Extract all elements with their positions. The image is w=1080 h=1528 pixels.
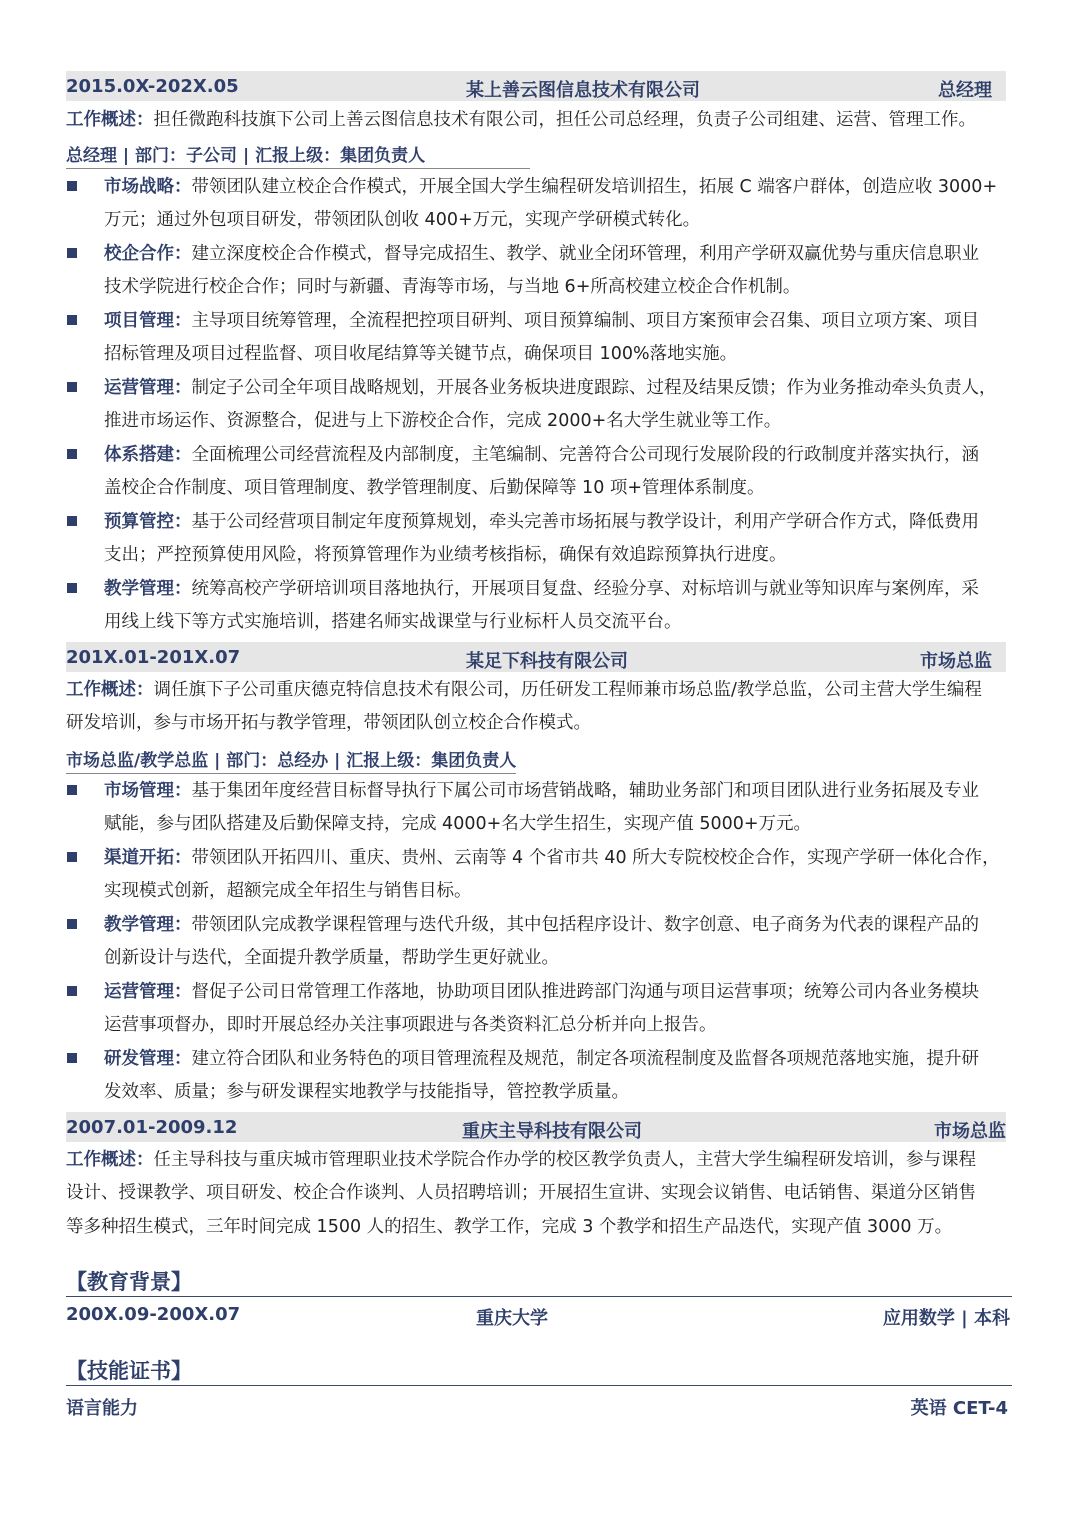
job-company: 某足下科技有限公司 [466,651,628,672]
bullet-text: 建立深度校企合作模式，督导完成招生、教学、就业全闭环管理，利用产学研双赢优势与重庆信息职业 [191,244,979,264]
bullet-line [104,176,997,198]
education-row [66,1304,1010,1330]
bullet-line [104,914,979,936]
job-title: 市场总监 [920,651,992,672]
job-header [66,1112,1006,1142]
skill-value: 英语 CET-4 [910,1398,1008,1419]
job-period: 2015.0X-202X.05 [66,76,239,97]
bullet-text: 万元；通过外包项目研发，带领团队创收 400+万元，实现产学研模式转化。 [104,210,701,230]
bullet-square-icon [67,785,77,795]
bullet-line [104,243,979,265]
bullet-square-icon [67,986,77,996]
job-period: 2007.01-2009.12 [66,1117,238,1138]
bullet-line [104,511,979,533]
bullet-label: 体系搭建： [104,445,192,465]
job-header [66,642,1006,672]
overview-label: 工作概述： [66,680,154,700]
bullet-text: 制定子公司全年项目战略规划，开展各业务板块进度跟踪、过程及结果反馈；作为业务推动牵头负责人， [191,378,997,398]
bullet-text: 赋能，参与团队搭建及后勤保障支持，完成 4000+名大学生招生，实现产值 5000+万元。 [104,814,812,834]
section-heading-skills: 【技能证书】 [66,1359,192,1383]
job-overview [66,109,976,131]
job-overview [66,679,982,701]
bullet-text: 带领团队完成教学课程管理与迭代升级，其中包括程序设计、数字创意、电子商务为代表的课程产品的 [191,915,979,935]
bullet-label: 市场战略： [104,177,192,197]
overview-label: 工作概述： [66,1150,154,1170]
bullet-square-icon [67,315,77,325]
overview-text: 任主导科技与重庆城市管理职业技术学院合作办学的校区教学负责人，主营大学生编程研发培训，参与课程 [153,1150,976,1170]
education-period: 200X.09-200X.07 [66,1304,241,1325]
bullet-text: 支出；严控预算使用风险，将预算管理作为业绩考核指标，确保有效追踪预算执行进度。 [104,545,787,565]
bullet-line [104,1048,979,1070]
bullet-text: 督促子公司日常管理工作落地，协助项目团队推进跨部门沟通与项目运营事项；统筹公司内各业务模块 [191,982,979,1002]
bullet-text: 用线上线下等方式实施培训，搭建名师实战课堂与行业标杆人员交流平台。 [104,612,682,632]
bullet-text: 发效率、质量；参与研发课程实地教学与技能指导，管控教学质量。 [104,1082,629,1102]
bullet-square-icon [67,1053,77,1063]
overview-text: 等多种招生模式，三年时间完成 1500 人的招生、教学工作，完成 3 个教学和招生产品迭代，实现产值 3000 万。 [66,1217,953,1237]
bullet-text: 实现模式创新，超额完成全年招生与销售目标。 [104,881,472,901]
education-major: 应用数学 | 本科 [882,1308,1010,1329]
bullet-text: 带领团队开拓四川、重庆、贵州、云南等 4 个省市共 40 所大专院校校企合作，实现产学研一体化合作， [191,848,1000,868]
bullet-text: 主导项目统筹管理，全流程把控项目研判、项目预算编制、项目方案预审会召集、项目立项方案、项目 [191,311,979,331]
bullet-label: 项目管理： [104,311,192,331]
job-role-line: 市场总监/教学总监 | 部门：总经办 | 汇报上级：集团负责人 [66,746,516,774]
bullet-label: 教学管理： [104,915,192,935]
bullet-line [104,847,1000,869]
bullet-square-icon [67,181,77,191]
bullet-text: 全面梳理公司经营流程及内部制度，主笔编制、完善符合公司现行发展阶段的行政制度并落实执行，涵 [191,445,979,465]
overview-text: 调任旗下子公司重庆德克特信息技术有限公司，历任研发工程师兼市场总监/教学总监，公司主营大学生编程 [153,680,982,700]
bullet-square-icon [67,583,77,593]
job-title: 市场总监 [934,1121,1006,1142]
job-title: 总经理 [938,80,992,101]
bullet-square-icon [67,919,77,929]
skill-row [66,1394,1010,1420]
bullet-label: 教学管理： [104,579,192,599]
bullet-label: 渠道开拓： [104,848,192,868]
bullet-label: 运营管理： [104,378,192,398]
bullet-label: 校企合作： [104,244,192,264]
bullet-text: 建立符合团队和业务特色的项目管理流程及规范，制定各项流程制度及监督各项规范落地实施，提升研 [191,1049,979,1069]
overview-label: 工作概述： [66,110,154,130]
bullet-square-icon [67,852,77,862]
education-school: 重庆大学 [476,1308,548,1329]
bullet-label: 预算管控： [104,512,192,532]
bullet-text: 技术学院进行校企合作；同时与新疆、青海等市场，与当地 6+所高校建立校企合作机制。 [104,277,801,297]
bullet-line [104,780,979,802]
bullet-square-icon [67,516,77,526]
job-period: 201X.01-201X.07 [66,647,241,668]
bullet-text: 基于公司经营项目制定年度预算规划，牵头完善市场拓展与教学设计，利用产学研合作方式，降低费用 [191,512,979,532]
bullet-text: 推进市场运作、资源整合，促进与上下游校企合作，完成 2000+名大学生就业等工作。 [104,411,782,431]
bullet-square-icon [67,449,77,459]
bullet-text: 盖校企合作制度、项目管理制度、教学管理制度、后勤保障等 10 项+管理体系制度。 [104,478,765,498]
bullet-line [104,578,979,600]
bullet-line [104,444,979,466]
overview-text: 研发培训，参与市场开拓与教学管理，带领团队创立校企合作模式。 [66,713,591,733]
job-header [66,71,1006,101]
job-overview [66,1149,976,1171]
section-divider [66,1385,1012,1386]
bullet-text: 带领团队建立校企合作模式，开展全国大学生编程研发培训招生，拓展 C 端客户群体，创造应收 3000+ [191,177,998,197]
bullet-text: 创新设计与迭代，全面提升教学质量，帮助学生更好就业。 [104,948,559,968]
bullet-line [104,310,979,332]
section-divider [66,1296,1012,1297]
overview-text: 设计、授课教学、项目研发、校企合作谈判、人员招聘培训；开展招生宣讲、实现会议销售、电话销售、渠道分区销售 [66,1183,976,1203]
bullet-square-icon [67,248,77,258]
section-heading-education: 【教育背景】 [66,1270,192,1294]
overview-text: 担任微跑科技旗下公司上善云图信息技术有限公司，担任公司总经理，负责子公司组建、运营、管理工作。 [153,110,976,130]
job-company: 某上善云图信息技术有限公司 [466,80,700,101]
bullet-line [104,981,979,1003]
job-role-line: 总经理 | 部门：子公司 | 汇报上级：集团负责人 [66,141,530,169]
skill-name: 语言能力 [66,1398,138,1419]
bullet-text: 运营事项督办，即时开展总经办关注事项跟进与各类资料汇总分析并向上报告。 [104,1015,717,1035]
job-company: 重庆主导科技有限公司 [462,1121,642,1142]
bullet-text: 招标管理及项目过程监督、项目收尾结算等关键节点，确保项目 100%落地实施。 [104,344,738,364]
bullet-label: 研发管理： [104,1049,192,1069]
bullet-square-icon [67,382,77,392]
bullet-label: 运营管理： [104,982,192,1002]
bullet-label: 市场管理： [104,781,192,801]
bullet-text: 基于集团年度经营目标督导执行下属公司市场营销战略，辅助业务部门和项目团队进行业务拓展及专业 [191,781,979,801]
bullet-text: 统筹高校产学研培训项目落地执行，开展项目复盘、经验分享、对标培训与就业等知识库与案例库，采 [191,579,979,599]
bullet-line [104,377,997,399]
